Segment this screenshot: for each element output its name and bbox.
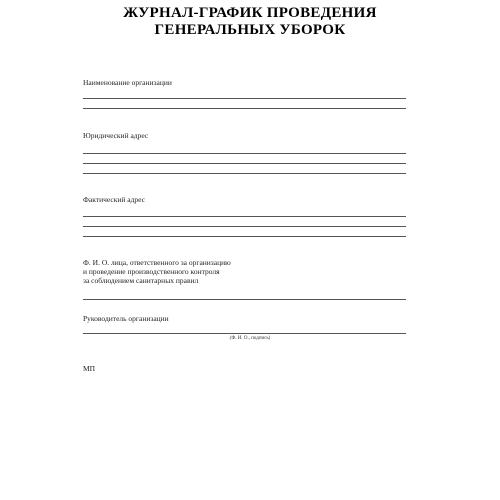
title-line-2: ГЕНЕРАЛЬНЫХ УБОРОК	[154, 22, 346, 38]
actual-address-label: Фактический адрес	[83, 195, 145, 204]
organization-name-line-1	[83, 98, 406, 99]
responsible-person-label-line-2: и проведение производственного контроля	[83, 267, 220, 276]
legal-address-line-2	[83, 163, 406, 164]
responsible-person-line	[83, 299, 406, 300]
legal-address-line-3	[83, 173, 406, 174]
head-of-organization-line	[83, 333, 406, 334]
signature-caption: (Ф. И. О., подпись)	[229, 336, 271, 341]
head-of-organization-label: Руководитель организации	[83, 314, 169, 323]
stamp-label: МП	[83, 364, 96, 373]
title-line-1: ЖУРНАЛ-ГРАФИК ПРОВЕДЕНИЯ	[123, 5, 377, 21]
responsible-person-label-line-3: за соблюдением санитарных правил	[83, 276, 199, 285]
legal-address-label: Юридический адрес	[83, 131, 149, 140]
actual-address-line-2	[83, 226, 406, 227]
document-title	[0, 5, 500, 39]
responsible-person-label-line-1: Ф. И. О. лица, ответственного за организацию	[83, 258, 231, 267]
organization-name-line-2	[83, 108, 406, 109]
legal-address-line-1	[83, 153, 406, 154]
responsible-person-label	[83, 258, 231, 285]
actual-address-line-1	[83, 216, 406, 217]
actual-address-line-3	[83, 236, 406, 237]
organization-name-label: Наименование организации	[83, 78, 172, 87]
